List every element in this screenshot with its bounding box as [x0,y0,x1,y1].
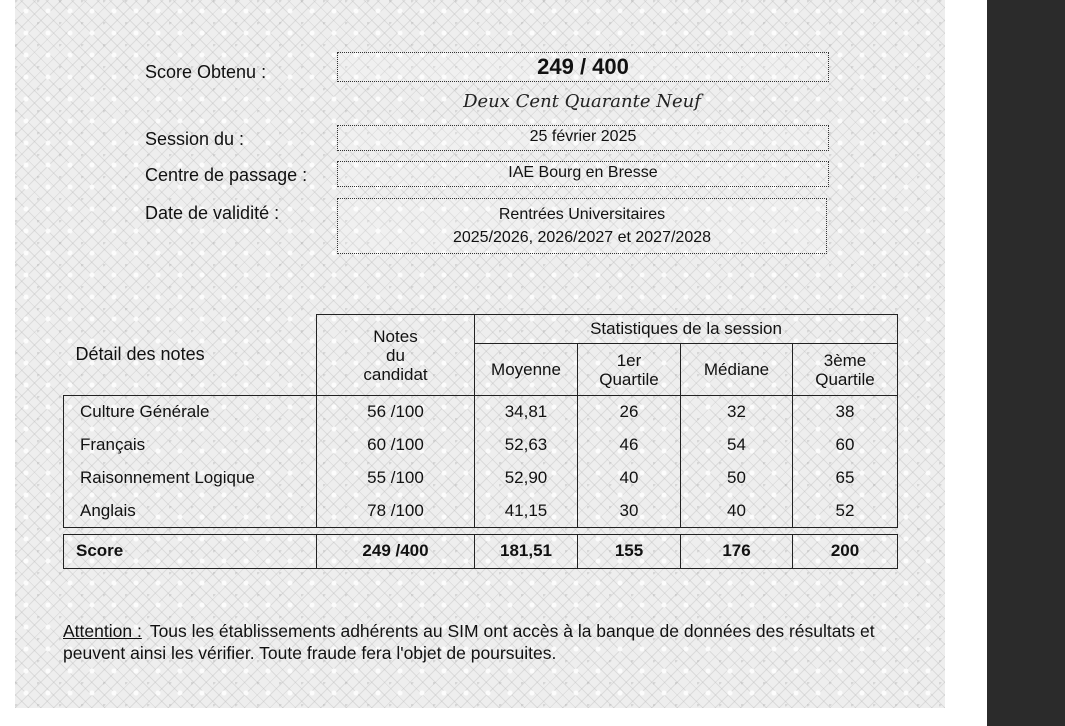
attention-label: Attention : [63,621,142,641]
notes-table [63,314,898,569]
row-q3: 60 [793,429,898,462]
row-mediane: 40 [681,495,793,528]
row-subject: Anglais [64,495,317,528]
notes-header [317,315,475,396]
total-moyenne: 181,51 [475,534,578,568]
validite-value-box [337,198,827,254]
row-mediane: 50 [681,462,793,495]
col-q3-line-2: Quartile [815,369,875,389]
row-q1: 30 [578,495,681,528]
row-note: 60 /100 [317,429,475,462]
session-label: Session du : [145,129,245,149]
row-moyenne: 52,90 [475,462,578,495]
validite-line-2: 2025/2026, 2026/2027 et 2027/2028 [452,229,712,246]
col-q1-line-2: Quartile [599,369,659,389]
col-moyenne: Moyenne [475,344,578,396]
row-note: 78 /100 [317,495,475,528]
row-moyenne: 41,15 [475,495,578,528]
total-q1: 155 [578,534,681,568]
total-note: 249 /400 [317,534,475,568]
validite-line-1: Rentrées Universitaires [498,206,666,223]
score-label: Score Obtenu : [145,62,267,82]
notes-header-line-1: Notes [373,326,418,346]
row-q3: 52 [793,495,898,528]
row-moyenne: 52,63 [475,429,578,462]
row-subject: Culture Générale [64,396,317,429]
table-row [64,462,898,495]
row-q3: 65 [793,462,898,495]
row-subject: Français [64,429,317,462]
row-mediane: 54 [681,429,793,462]
score-in-words: Deux Cent Quarante Neuf [463,91,701,112]
col-q3 [793,344,898,396]
row-mediane: 32 [681,396,793,429]
col-q1 [578,344,681,396]
row-q1: 46 [578,429,681,462]
row-note: 56 /100 [317,396,475,429]
table-row [64,396,898,429]
centre-label: Centre de passage : [145,165,308,185]
table-row [64,495,898,528]
attention-text: Tous les établissements adhérents au SIM ont accès à la banque de données des résultats et peuvent ainsi les vérifier. Toute fraude fera l'objet de poursuites. [63,621,875,663]
side-panel [987,0,1065,726]
detail-header: Détail des notes [75,344,205,365]
row-q1: 40 [578,462,681,495]
score-value-box: 249 / 400 [337,52,829,82]
notes-header-line-3: candidat [363,364,428,384]
row-q3: 38 [793,396,898,429]
row-note: 55 /100 [317,462,475,495]
table-row [64,429,898,462]
total-q3: 200 [793,534,898,568]
col-mediane: Médiane [681,344,793,396]
attention-notice [63,620,903,664]
notes-header-line-2: du [386,345,405,365]
total-subject: Score [64,534,317,568]
row-moyenne: 34,81 [475,396,578,429]
stats-header: Statistiques de la session [475,315,898,344]
row-subject: Raisonnement Logique [64,462,317,495]
col-q3-line-1: 3ème [823,350,867,370]
total-mediane: 176 [681,534,793,568]
score-total-row [64,534,898,568]
session-value-box: 25 février 2025 [337,125,829,151]
row-q1: 26 [578,396,681,429]
validite-label: Date de validité : [145,203,280,223]
score-document [15,0,945,708]
col-q1-line-1: 1er [616,350,642,370]
centre-value-box: IAE Bourg en Bresse [337,161,829,187]
